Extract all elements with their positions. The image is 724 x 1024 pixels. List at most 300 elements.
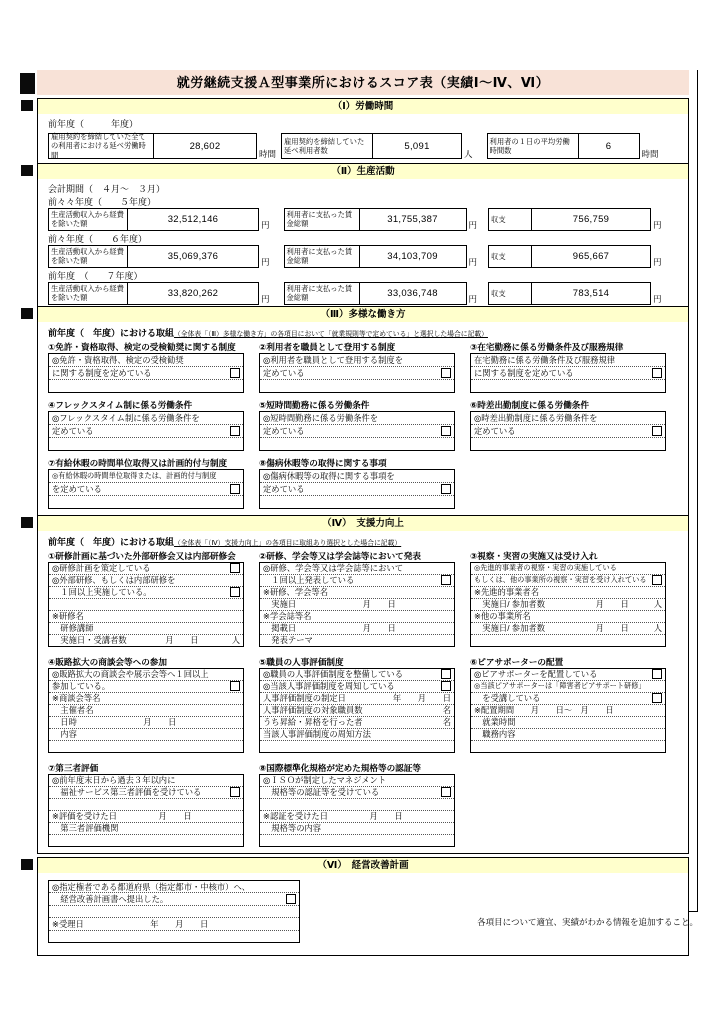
form-block [259,763,455,847]
row-text: 定めている [474,426,516,437]
field-label: 生産活動収入から経費を除いた額 [48,208,128,231]
field-value: 31,755,387 [359,208,467,231]
checkbox[interactable] [230,426,240,436]
row-text: ※受理日 年 月 日 [52,919,209,930]
row-text: ◎利用者を職員として登用する制度を [263,355,403,366]
form-row [260,728,454,740]
form-row [260,669,454,680]
row-text: ◎当該ピアサポーターは「障害者ピアサポート研修」 [474,681,646,691]
checkbox[interactable] [230,681,240,691]
row-text: ※研修、学会等名 [263,587,329,598]
row-text: ◎先進的事業者の視察・実習の実施している [474,563,617,573]
form-row [49,610,243,622]
field-label: 利用者に支払った賃金総額 [284,245,360,268]
form-row [49,798,243,810]
form-row [260,822,454,834]
form-row [471,437,665,450]
field-label: 利用者に支払った賃金総額 [284,282,360,305]
form-row [471,728,665,740]
row-text [263,799,265,809]
checkbox[interactable] [652,575,662,585]
form-row [49,634,243,646]
form-block [48,400,244,451]
row-text: １回以上実施している。 [52,587,152,598]
row-text: ◎短時間勤務に係る労働条件を [263,413,379,424]
field-value: 34,103,709 [359,245,467,268]
row-text [52,835,54,845]
row-text: ◎指定権者である都道府県（指定都市・中核市）へ、 [52,881,251,892]
block-box [259,469,455,509]
form-row [260,834,454,846]
form-row [49,728,243,740]
form-row [49,704,243,716]
form-row [49,354,243,366]
row-text [52,907,54,917]
form-row [49,892,299,905]
form-row [471,740,665,752]
section-3-blocks [38,341,688,515]
fiscal-year-fields [38,281,688,307]
form-row [471,379,665,392]
page-title: 就労継続支援Ａ型事業所におけるスコア表（実績Ⅰ～Ⅳ、Ⅵ） [37,70,689,95]
row-text: 当該人事評価制度の周知方法 [263,729,371,740]
checkbox[interactable] [230,787,240,797]
section-6-box [48,880,300,944]
row-text [263,381,265,391]
field-group [48,133,276,159]
section-square-marker [21,517,33,528]
row-text [52,381,54,391]
fiscal-year-fields [38,207,688,233]
field-value: 32,512,146 [127,208,259,231]
form-row [471,634,665,646]
block-box [48,353,244,393]
form-row [260,704,454,716]
row-text: 日時 月 日 [52,717,177,728]
row-text: ◎当該人事評価制度を周知している [263,681,395,692]
row-text: 実施日 月 日 [263,599,396,610]
section-3-intro-note: （全体表「（Ⅲ）多様な働き方」の各項目において「就業規則等で定めている」と選択した場合に記載） [174,331,488,339]
field-unit: 円 [468,257,478,268]
row-right-text: 月 日 人 [595,599,662,610]
form-row [49,563,243,574]
form-row [260,775,454,786]
row-text: 第三者評価機関 [52,823,119,834]
field-unit: 時間 [259,148,277,159]
form-row [49,740,243,752]
form-block [259,458,455,509]
form-row [49,822,243,834]
row-text: に関する制度を定めている [52,368,152,379]
section-4-header: （Ⅳ） 支援力向上 [38,516,688,531]
field-label: 生産活動収入から経費を除いた額 [48,282,128,305]
field-label: 雇用契約を締結していた延べ利用者数 [281,133,373,159]
row-text: 実施日・受講者数 [52,635,127,646]
title-square-marker [20,73,35,94]
form-row [471,366,665,379]
section-3-header: （Ⅲ）多様な働き方 [38,307,688,322]
row-text: 人事評価制度の対象職員数 [263,705,363,716]
block-box [48,411,244,451]
section-1-period-label: 前年度（ 年度） [48,119,139,129]
row-text: ◎販路拡大の商談会や展示会等へ１回以上 [52,669,209,680]
row-text [52,799,54,809]
checkbox[interactable] [441,426,451,436]
row-text: ◎ＩＳＯが制定したマネジメント [263,775,387,786]
checkbox[interactable] [230,484,240,494]
form-row [49,412,243,424]
row-text: 掲載日 月 日 [263,623,396,634]
form-row [260,437,454,450]
form-row [471,692,665,704]
row-text: ◎外部研修、もしくは内部研修を [52,575,176,586]
field-group [284,208,478,231]
row-text: 定めている [52,426,94,437]
section-square-marker [21,859,33,870]
form-row [49,917,299,930]
form-block [48,342,244,393]
form-block [48,458,244,509]
field-group [488,208,662,231]
field-unit: 円 [261,257,270,268]
row-text: ◎職員の人事評価制度を整備している [263,669,403,680]
field-group [488,282,662,305]
form-row [260,598,454,610]
form-row [49,786,243,798]
form-row [471,680,665,692]
field-unit: 時間 [641,148,659,159]
checkbox[interactable] [441,484,451,494]
row-text: ◎研修計画を策定している [52,563,151,574]
row-text: 主催者名 [52,705,94,716]
form-row [471,669,665,680]
section-4-intro [38,531,688,550]
row-text: ◎フレックスタイム制に係る労働条件を [52,413,200,424]
form-row [471,354,665,366]
row-text [474,741,476,751]
field-value: 783,514 [531,282,651,305]
row-text: 実施日/ 参加者数 [474,623,545,634]
form-row [49,930,299,943]
row-text [263,835,265,845]
row-text: １回以上発表している [263,575,355,586]
row-text: ※評価を受けた日 月 日 [52,811,192,822]
section-6-header: （Ⅵ） 経営改善計画 [38,858,688,873]
block-title: ④フレックスタイム制に係る労働条件 [48,400,193,411]
form-block [470,551,666,647]
form-block [259,551,455,647]
form-block [48,763,244,847]
field-unit: 円 [468,294,478,305]
form-row [471,563,665,574]
field-unit: 円 [261,294,270,305]
field-label: 収支 [488,282,532,305]
section-3-diverse-work-styles [37,306,689,516]
row-text: 定めている [263,368,305,379]
row-text: を受講している [474,693,541,704]
row-text: を定めている [52,484,102,495]
form-row [471,586,665,598]
fiscal-year-label: 前々々年度（ ５年度） [48,196,157,207]
field-label: 収支 [488,245,532,268]
row-right-text: 年 月 日 [392,693,451,704]
form-row [49,470,243,482]
row-text: ※他の事業所名 [474,611,531,622]
fiscal-year-label: 前年度 （ ７年度） [48,270,143,281]
block-title: ⑤短時間勤務に係る労働条件 [259,400,370,411]
block-box [259,411,455,451]
checkbox[interactable] [652,669,662,679]
form-row [260,495,454,508]
row-text: ◎有給休暇の時間単位取得または、計画的付与制度 [52,471,217,481]
block-title: ⑥時差出勤制度に係る労働条件 [470,400,589,411]
field-unit: 円 [261,220,270,231]
row-text: ◎ピアサポーターを配置している [474,669,598,680]
row-text: ※認証を受けた日 月 日 [263,811,403,822]
row-right-text: 名 [442,717,451,728]
block-title: ①研修計画に基づいた外部研修会又は内部研修会 [48,550,236,561]
form-row [260,680,454,692]
form-row [471,610,665,622]
form-row [260,716,454,728]
row-text: 福祉サービス第三者評価を受けている [52,787,202,798]
form-row [471,716,665,728]
checkbox[interactable] [441,787,451,797]
row-text: ◎免許・資格取得、検定の受検勧奨 [52,355,184,366]
row-text: ◎前年度末日から過去３年以内に [52,775,176,786]
section-4-intro-note: （全体表「（Ⅳ）支援力向上」の各項目に取組あり選択とした場合に記載） [174,539,402,547]
field-group [281,133,473,159]
field-label: 雇用契約を締結していた全ての利用者における延べ労働時間 [48,133,154,159]
block-title: ②利用者を職員として登用する制度 [259,342,396,353]
row-text: 経営改善計画書へ提出した。 [52,894,169,905]
field-group [48,208,270,231]
row-text: 内容 [52,729,77,740]
form-row [260,622,454,634]
row-text: ◎傷病休暇等の取得に関する事項を [263,471,395,482]
checkbox[interactable] [230,563,240,573]
row-text [52,932,54,942]
form-row [260,634,454,646]
row-text [52,497,54,507]
field-label: 収支 [488,208,532,231]
form-row [260,810,454,822]
checkbox[interactable] [441,681,451,691]
form-row [471,598,665,610]
section-1-fields [38,131,688,163]
field-group [284,282,478,305]
form-row [471,412,665,424]
form-row [260,610,454,622]
field-unit: 円 [653,220,662,231]
field-group [48,282,270,305]
field-label: 利用者の１日の平均労働時間数 [487,133,579,159]
form-row [49,424,243,437]
row-right-text: 月 日 人 [595,623,662,634]
form-row [49,482,243,495]
form-row [260,470,454,482]
field-value: 756,759 [531,208,651,231]
checkbox[interactable] [441,669,451,679]
row-text: もしくは、他の事業所の視察・実習を受け入れている [474,575,647,585]
block-title: ③在宅勤務に係る労働条件及び服務規律 [470,342,624,353]
block-title: ③視察・実習の実施又は受け入れ [470,550,598,561]
form-block [259,342,455,393]
row-text [474,439,476,449]
row-text: 就業時間 [474,717,516,728]
row-text: 定めている [263,484,305,495]
form-row [49,379,243,392]
form-row [260,563,454,574]
form-row [260,692,454,704]
checkbox[interactable] [652,693,662,703]
form-row [260,366,454,379]
field-group [48,245,270,268]
fiscal-year-fields [38,244,688,270]
checkbox[interactable] [230,368,240,378]
form-row [49,692,243,704]
row-text: 定めている [263,426,305,437]
field-value: 6 [578,133,640,159]
form-row [49,586,243,598]
field-unit: 円 [468,220,478,231]
checkbox[interactable] [652,426,662,436]
checkbox[interactable] [441,575,451,585]
field-group [284,245,478,268]
form-row [49,905,299,918]
row-text: 職務内容 [474,729,516,740]
section-1-header: （Ⅰ）労働時間 [38,99,688,114]
checkbox[interactable] [441,368,451,378]
section-square-marker [21,308,33,319]
block-box [48,774,244,847]
block-box [48,668,244,753]
form-row [260,574,454,586]
form-block [48,657,244,753]
section-1-labor-hours [37,98,689,164]
row-text: に関する制度を定めている [474,368,574,379]
row-text: ◎時差出勤制度に係る労働条件を [474,413,598,424]
block-box [259,562,455,647]
row-text: ※商談会等名 [52,693,101,704]
block-title: ①免許・資格取得、検定の受検勧奨に関する制度 [48,342,236,353]
block-box [259,353,455,393]
form-block [470,657,666,753]
form-row [49,366,243,379]
field-group [488,245,662,268]
block-title: ④販路拡大の商談会等への参加 [48,656,167,667]
field-unit: 人 [464,148,473,159]
row-text [474,381,476,391]
form-row [49,622,243,634]
row-text [263,497,265,507]
block-title: ⑧傷病休暇等の取得に関する事項 [259,458,387,469]
form-row [260,740,454,752]
field-unit: 円 [653,294,662,305]
row-text [263,439,265,449]
row-text: ※学会誌等名 [263,611,312,622]
row-text: 参加している。 [52,681,111,692]
field-value: 965,667 [531,245,651,268]
row-text [52,599,54,609]
row-text: うち昇給・昇格を行った者 [263,717,363,728]
section-4-intro-label: 前年度（ 年度）における取組 [48,536,175,547]
form-row [260,586,454,598]
block-title: ⑦有給休暇の時間単位取得又は計画的付与制度 [48,458,228,469]
block-box [470,411,666,451]
row-text: 在宅勤務に係る労働条件及び服務規律 [474,355,616,366]
section-6-management-improvement-plan [37,857,689,957]
row-text: 規格等の認証等を受けている [263,787,380,798]
block-title: ⑤職員の人事評価制度 [259,656,344,667]
row-text [263,741,265,751]
field-value: 5,091 [372,133,462,159]
footer-note: 各項目について適宜、実績がわかる情報を追加すること。 [477,917,698,927]
field-value: 33,036,748 [359,282,467,305]
form-block [48,551,244,647]
row-text: ※先進的事業者名 [474,587,540,598]
section-2-header: （Ⅱ）生産活動 [38,164,688,179]
block-title: ②研修、学会等又は学会誌等において発表 [259,550,421,561]
section-3-intro [38,322,688,341]
checkbox[interactable] [230,587,240,597]
form-block [470,342,666,393]
row-text: 実施日/ 参加者数 [474,599,545,610]
block-box [259,774,455,847]
form-row [471,424,665,437]
form-row [260,798,454,810]
form-row [49,574,243,586]
form-row [49,810,243,822]
row-right-text: 名 [442,705,451,716]
row-text: ※配置期間 月 日～ 月 日 [474,705,614,716]
field-value: 33,820,262 [127,282,259,305]
fiscal-year-label: 前々年度（ ６年度） [48,233,148,244]
form-row [49,598,243,610]
section-4-support-improvement [37,515,689,854]
block-box [259,668,455,753]
row-text: 研修講師 [52,623,94,634]
row-text: 発表テーマ [263,635,313,646]
section-4-blocks [38,550,688,853]
row-text: ◎研修、学会等又は学会誌等において [263,563,403,574]
block-title: ⑥ピアサポーターの配置 [470,656,564,667]
block-title: ⑦第三者評価 [48,762,99,773]
field-value: 35,069,376 [127,245,259,268]
section-3-intro-label: 前年度（ 年度）における取組 [48,328,175,339]
checkbox[interactable] [652,368,662,378]
form-row [471,574,665,586]
form-row [49,669,243,680]
field-value: 28,602 [153,133,257,159]
form-row [260,424,454,437]
form-block [470,400,666,451]
form-row [49,495,243,508]
row-text [52,439,54,449]
row-right-text: 月 日 人 [165,635,240,646]
row-text [52,741,54,751]
form-row [471,704,665,716]
form-block [259,400,455,451]
section-2-year-rows [38,196,688,307]
block-box [470,353,666,393]
field-unit: 円 [653,257,662,268]
section-square-marker [21,100,33,111]
block-title: ⑧国際標準化規格が定めた規格等の認証等 [259,762,421,773]
block-box [48,469,244,509]
checkbox[interactable] [286,894,296,904]
field-label: 利用者に支払った賃金総額 [284,208,360,231]
